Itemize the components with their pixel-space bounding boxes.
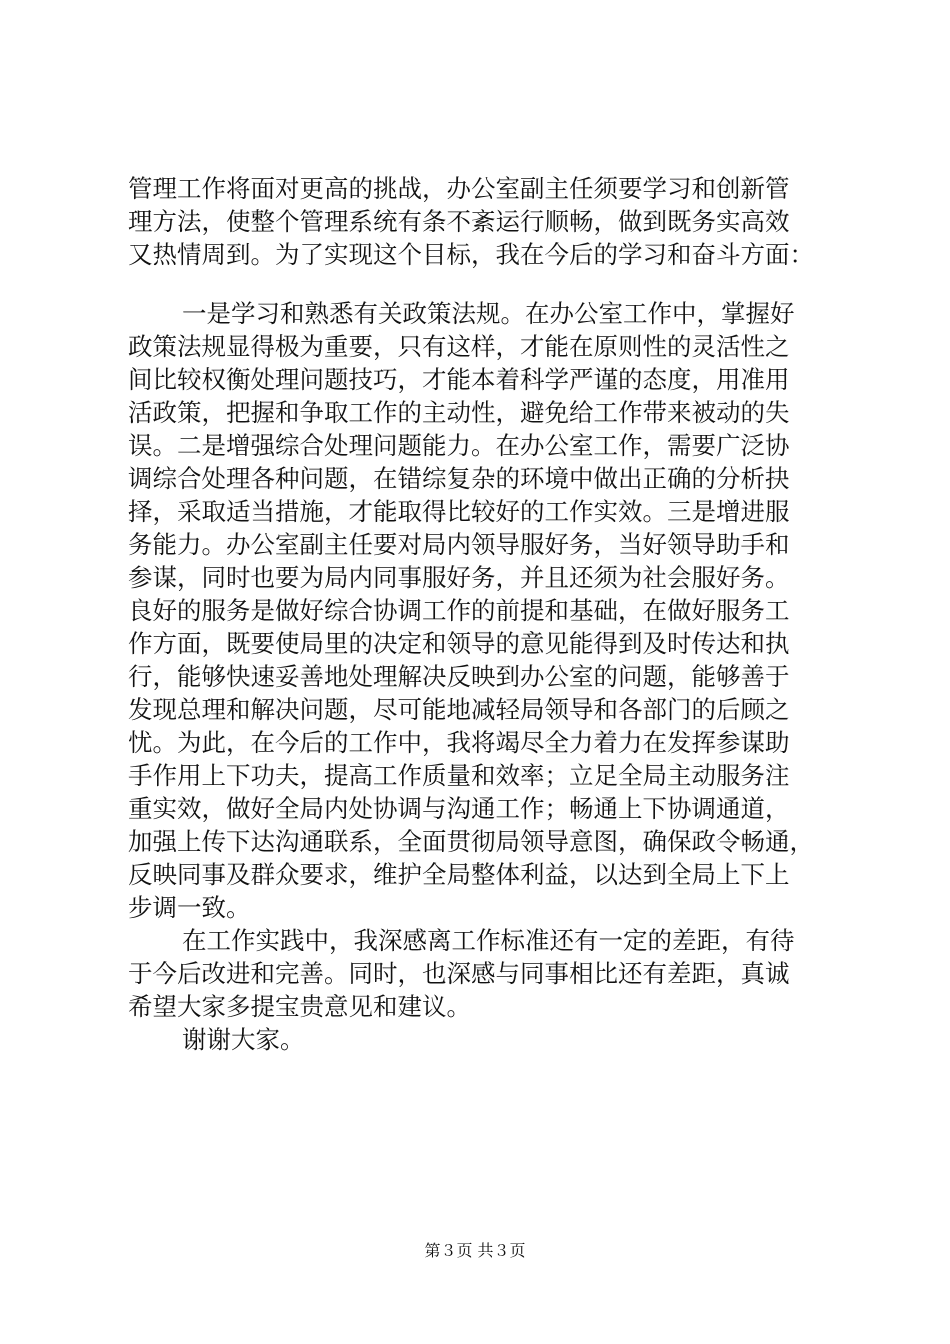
paragraph-line: 务能力。办公室副主任要对局内领导服好务，当好领导助手和 bbox=[128, 530, 790, 559]
paragraph-line: 参谋，同时也要为局内同事服好务，并且还须为社会服好务。 bbox=[128, 563, 790, 592]
paragraph-line: 调综合处理各种问题，在错综复杂的环境中做出正确的分析抉 bbox=[128, 464, 790, 493]
paragraph-line: 间比较权衡处理问题技巧，才能本着科学严谨的态度，用准用 bbox=[128, 365, 790, 394]
paragraph-line: 理方法，使整个管理系统有条不紊运行顺畅，做到既务实高效 bbox=[128, 207, 790, 236]
paragraph-line: 谢谢大家。 bbox=[182, 1025, 305, 1054]
paragraph-line: 重实效，做好全局内处协调与沟通工作；畅通上下协调通道， bbox=[128, 794, 790, 823]
paragraph-line: 又热情周到。为了实现这个目标，我在今后的学习和奋斗方面： bbox=[128, 240, 814, 269]
paragraph-line: 活政策，把握和争取工作的主动性，避免给工作带来被动的失 bbox=[128, 398, 790, 427]
paragraph-line: 政策法规显得极为重要，只有这样，才能在原则性的灵活性之 bbox=[128, 332, 790, 361]
paragraph-line: 发现总理和解决问题，尽可能地减轻局领导和各部门的后顾之 bbox=[128, 695, 790, 724]
paragraph-line: 忧。为此，在今后的工作中，我将竭尽全力着力在发挥参谋助 bbox=[128, 728, 790, 757]
paragraph-line: 在工作实践中，我深感离工作标准还有一定的差距，有待 bbox=[182, 926, 795, 955]
page-footer: 第３页 共３页 bbox=[424, 1241, 526, 1260]
paragraph-line: 作方面，既要使局里的决定和领导的意见能得到及时传达和执 bbox=[128, 629, 790, 658]
paragraph-line: 误。二是增强综合处理问题能力。在办公室工作，需要广泛协 bbox=[128, 431, 790, 460]
paragraph-line: 行，能够快速妥善地处理解决反映到办公室的问题，能够善于 bbox=[128, 662, 790, 691]
paragraph-line: 反映同事及群众要求，维护全局整体利益，以达到全局上下上 bbox=[128, 860, 790, 889]
paragraph-line: 步调一致。 bbox=[128, 893, 251, 922]
paragraph-line: 择，采取适当措施，才能取得比较好的工作实效。三是增进服 bbox=[128, 497, 790, 526]
paragraph-line: 管理工作将面对更高的挑战，办公室副主任须要学习和创新管 bbox=[128, 174, 790, 203]
paragraph-line: 手作用上下功夫，提高工作质量和效率；立足全局主动服务注 bbox=[128, 761, 790, 790]
paragraph-line: 希望大家多提宝贵意见和建议。 bbox=[128, 992, 471, 1021]
paragraph-line: 加强上传下达沟通联系，全面贯彻局领导意图，确保政令畅通， bbox=[128, 827, 814, 856]
paragraph-line: 良好的服务是做好综合协调工作的前提和基础，在做好服务工 bbox=[128, 596, 790, 625]
paragraph-line: 于今后改进和完善。同时，也深感与同事相比还有差距，真诚 bbox=[128, 959, 790, 988]
paragraph-line: 一是学习和熟悉有关政策法规。在办公室工作中，掌握好 bbox=[182, 299, 795, 328]
